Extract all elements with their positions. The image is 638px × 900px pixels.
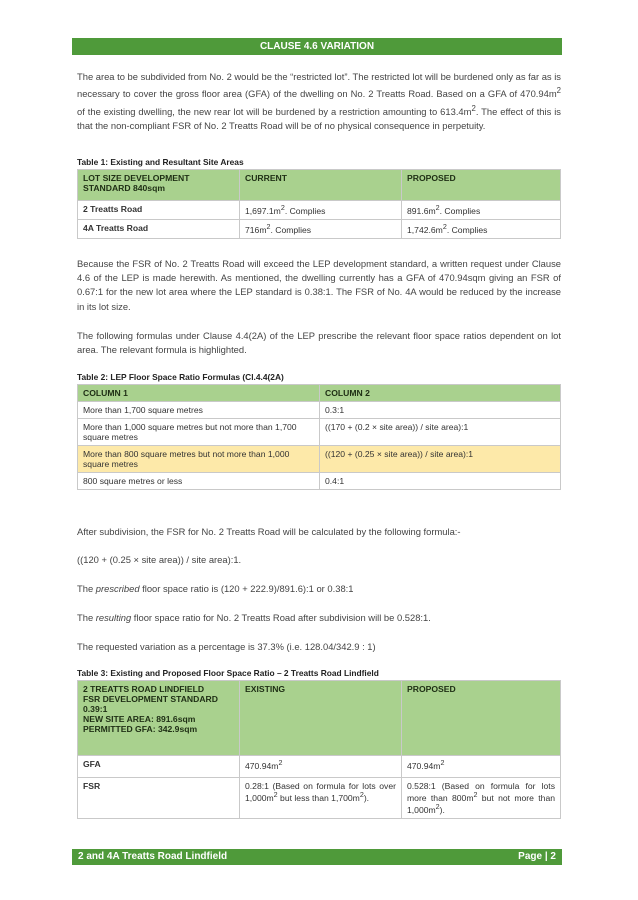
footer-title: 2 and 4A Treatts Road Lindfield bbox=[78, 851, 228, 862]
table-row bbox=[78, 201, 561, 220]
table-row bbox=[78, 473, 561, 490]
table-cell: More than 1,000 square metres but not more than 1,700 square metres bbox=[78, 419, 320, 446]
page-number: Page | 2 bbox=[518, 851, 556, 862]
table-cell: $470.94m^2$ bbox=[402, 756, 561, 778]
table-row bbox=[78, 219, 561, 238]
paragraph-variation: The requested variation as a percentage is 37.3% (i.e. 128.04/342.9 : 1) bbox=[77, 641, 376, 652]
table-cell: 0.3:1 bbox=[320, 402, 561, 419]
table-header-cell: 2 TREATTS ROAD LINDFIELD FSR DEVELOPMENT STANDARD 0.39:1 NEW SITE AREA: 891.6sqm PERMITTED GFA: 342.9sqm bbox=[78, 681, 240, 756]
superscript: 2 bbox=[471, 103, 476, 113]
page-header-title: CLAUSE 4.6 VARIATION bbox=[259, 41, 375, 52]
table-cell: 4A Treatts Road bbox=[78, 219, 240, 238]
page-footer bbox=[72, 849, 562, 865]
paragraph-formulas: The following formulas under Clause 4.4(2A) of the LEP prescribe the relevant floor space ratios dependent on lot area. The relevant formula is highlighted. bbox=[77, 330, 561, 356]
table-header-row bbox=[78, 170, 561, 201]
table-row bbox=[78, 778, 561, 819]
table-cell: ((170 + (0.2 × site area)) / site area):1 bbox=[320, 419, 561, 446]
table-cell: GFA bbox=[78, 756, 240, 778]
table-cell: $1,697.1m^2$. Complies bbox=[240, 201, 402, 220]
table-cell: ((120 + (0.25 × site area)) / site area):1 bbox=[320, 446, 561, 473]
table-cell: 0.28:1 (Based on formula for lots over $1,000m^2$ but less than $1,700m^2$). bbox=[240, 778, 402, 819]
paragraph-formula: ((120 + (0.25 × site area)) / site area):1. bbox=[77, 554, 242, 565]
para1-text-b: of the existing dwelling, the new rear lot will be burdened by a restriction amounting to 613.4m bbox=[77, 105, 472, 117]
table-cell: 800 square metres or less bbox=[78, 473, 320, 490]
site-areas-table bbox=[77, 169, 561, 239]
table-cell: $716m^2$. Complies bbox=[240, 219, 402, 238]
paragraph-resulting: The resulting floor space ratio for No. 2 Treatts Road after subdivision will be 0.528:1. bbox=[77, 612, 431, 623]
table-header-cell: CURRENT bbox=[240, 170, 402, 201]
table-header-cell: COLUMN 2 bbox=[320, 385, 561, 402]
table-row bbox=[78, 402, 561, 419]
table-cell: $891.6m^2$. Complies bbox=[402, 201, 561, 220]
table-header-row bbox=[78, 385, 561, 402]
table-cell: 0.4:1 bbox=[320, 473, 561, 490]
table-header-cell: EXISTING bbox=[240, 681, 402, 756]
table-header-cell: PROPOSED bbox=[402, 170, 561, 201]
table2-caption: Table 2: LEP Floor Space Ratio Formulas (Cl.4.4(2A) bbox=[77, 372, 284, 382]
table-cell: $1,742.6m^2$. Complies bbox=[402, 219, 561, 238]
table-cell: More than 1,700 square metres bbox=[78, 402, 320, 419]
table-cell: FSR bbox=[78, 778, 240, 819]
floor-space-ratio-table bbox=[77, 680, 561, 819]
table-row bbox=[78, 756, 561, 778]
fsr-formulas-table bbox=[77, 384, 561, 490]
paragraph-prescribed: The prescribed floor space ratio is (120 + 222.9)/891.6):1 or 0.38:1 bbox=[77, 583, 354, 594]
table-cell: More than 800 square metres but not more than 1,000 square metres bbox=[78, 446, 320, 473]
table-header-row bbox=[78, 681, 561, 756]
table-header-cell: COLUMN 1 bbox=[78, 385, 320, 402]
table-cell: 0.528:1 (Based on formula for lots more than $800m^2$ but not more than $1,000m^2$). bbox=[402, 778, 561, 819]
paragraph-restricted-lot bbox=[77, 70, 561, 133]
para1-text-c: . The effect of this is that the non-compliant FSR of No. 2 Treatts Road will be of no physical consequence in perpetuity. bbox=[77, 105, 561, 131]
table-row bbox=[78, 419, 561, 446]
paragraph-fsr-exceed: Because the FSR of No. 2 Treatts Road will exceed the LEP development standard, a written request under Clause 4.6 of the LEP is made herewith. As mentioned, the dwelling currently has a GFA of 470.94sqm giving an FSR of 0.67:1 for the new lot area where the LEP standard is 0.38:1. The FSR of No. 4A would be reduced by the increase in its lot size. bbox=[77, 258, 561, 312]
table-cell: 2 Treatts Road bbox=[78, 201, 240, 220]
table1-caption: Table 1: Existing and Resultant Site Areas bbox=[77, 157, 244, 167]
table-header-cell: PROPOSED bbox=[402, 681, 561, 756]
para1-text-a: The area to be subdivided from No. 2 would be the “restricted lot”. The restricted lot will be burdened only as far as is necessary to cover the gross floor area (GFA) of the dwelling on No. 2 Treatts Road. Based on a GFA of 470.94m bbox=[77, 71, 561, 100]
table-row-highlighted bbox=[78, 446, 561, 473]
table-cell: $470.94m^2$ bbox=[240, 756, 402, 778]
superscript: 2 bbox=[556, 86, 561, 96]
paragraph-after-subdivision: After subdivision, the FSR for No. 2 Treatts Road will be calculated by the following formula:- bbox=[77, 526, 461, 537]
table-header-cell: LOT SIZE DEVELOPMENT STANDARD 840sqm bbox=[78, 170, 240, 201]
page-header bbox=[72, 38, 562, 55]
table3-caption: Table 3: Existing and Proposed Floor Space Ratio – 2 Treatts Road Lindfield bbox=[77, 668, 379, 678]
